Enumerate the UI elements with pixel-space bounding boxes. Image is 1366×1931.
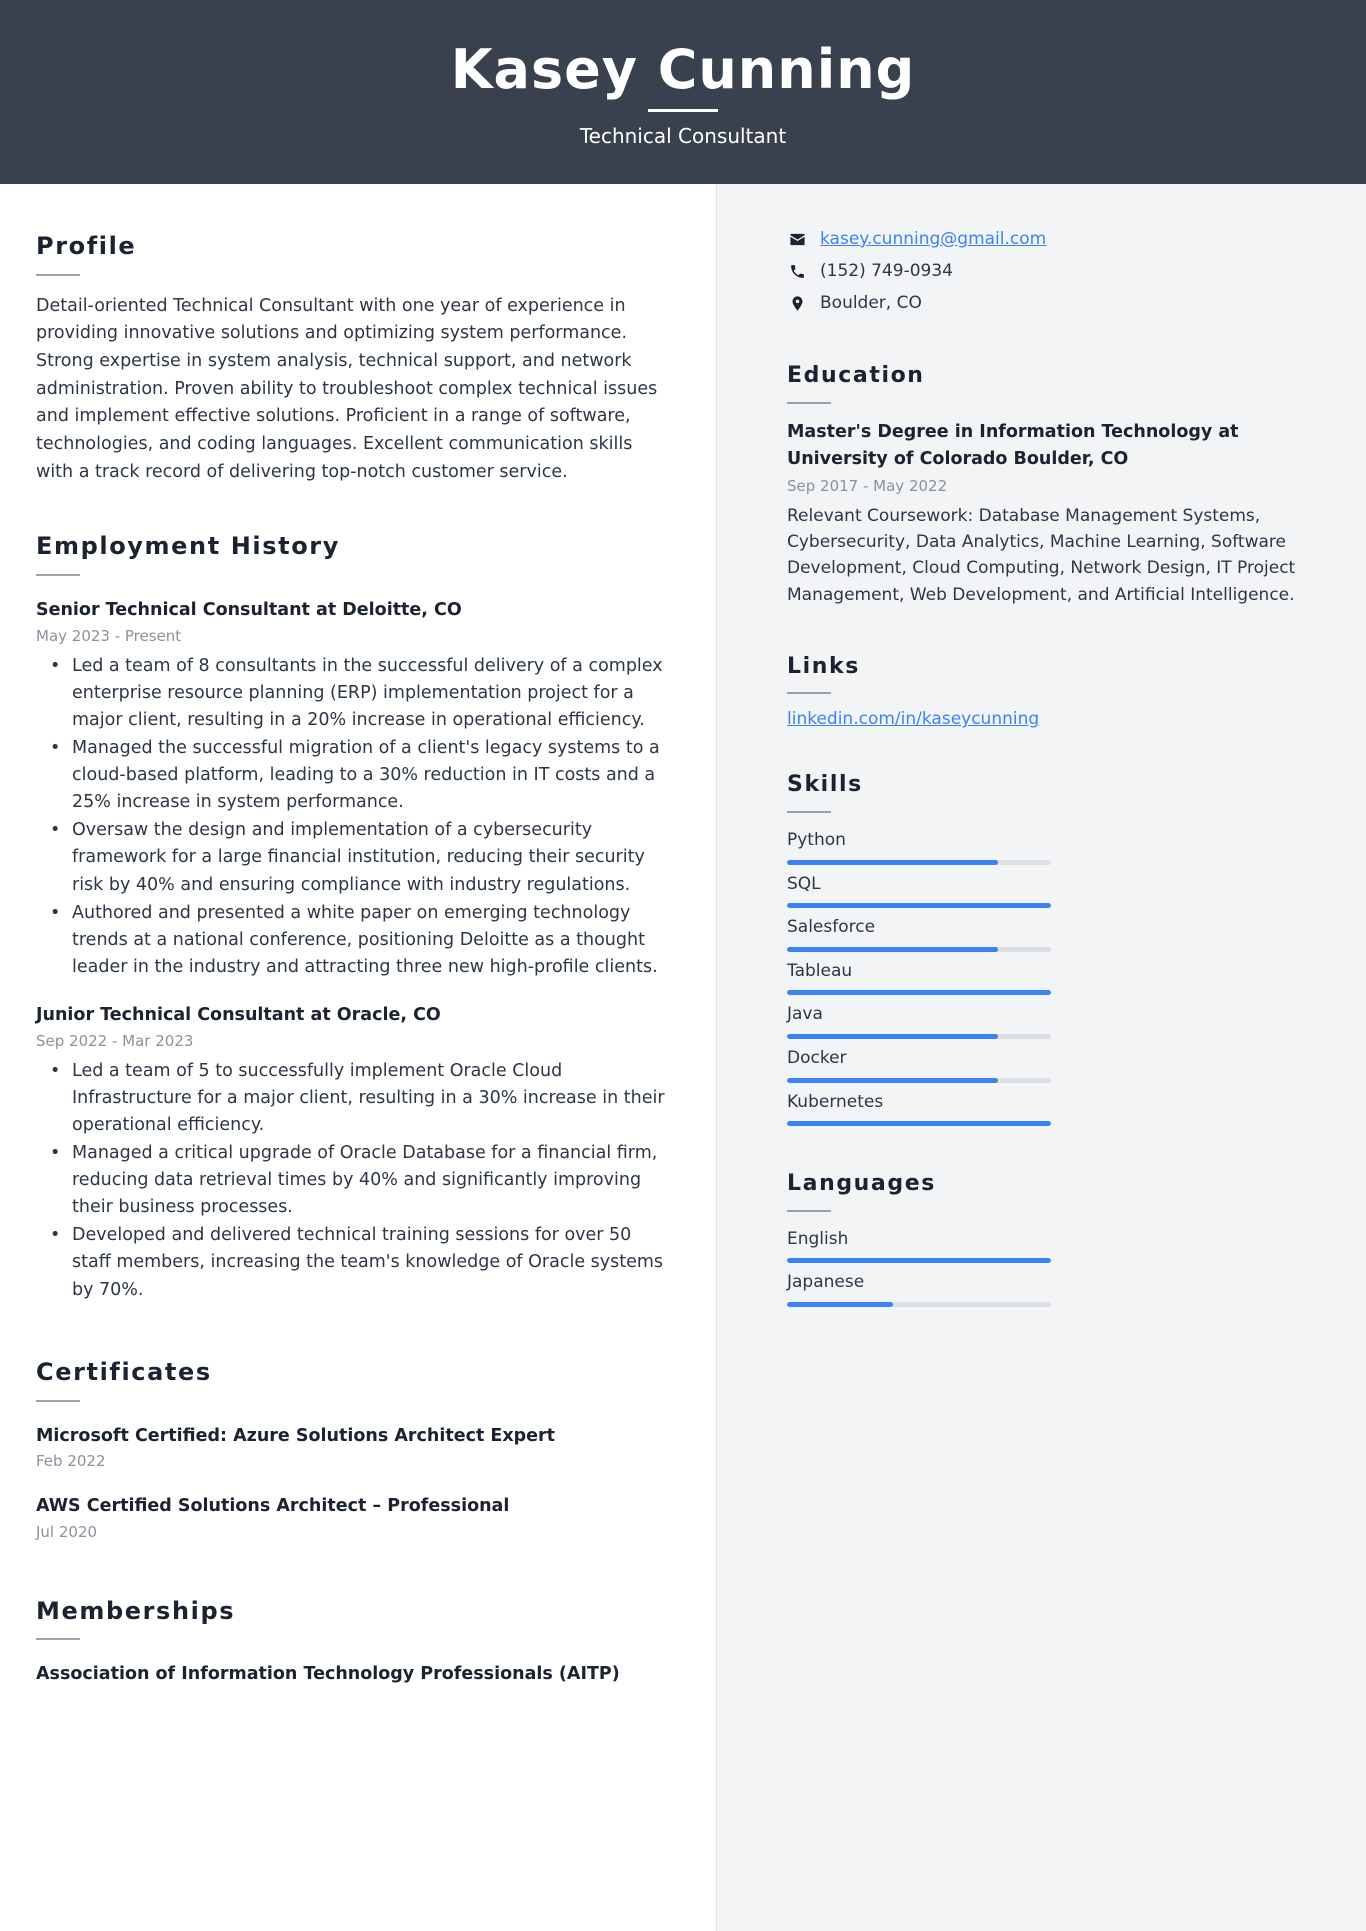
certificate-date: Jul 2020 xyxy=(36,1522,98,1541)
language-bar-fill xyxy=(787,1302,893,1307)
skill-item xyxy=(787,1002,1322,1039)
skill-item xyxy=(787,915,1322,952)
section-languages xyxy=(787,1171,1322,1307)
header-divider xyxy=(648,109,718,112)
employment-entry xyxy=(36,598,672,981)
contact-info xyxy=(787,228,1322,315)
degree-title: Master's Degree in Information Technology at University of Colorado Boulder, CO xyxy=(787,421,1239,470)
resume-header xyxy=(0,0,1366,184)
certificate-title: AWS Certified Solutions Architect – Professional xyxy=(36,1496,510,1516)
section-employment-history xyxy=(36,532,672,1303)
skill-item xyxy=(787,1090,1322,1127)
section-rule xyxy=(36,274,80,276)
email-icon xyxy=(787,230,807,250)
candidate-name: Kasey Cunning xyxy=(450,37,916,101)
skill-label: Salesforce xyxy=(787,917,876,938)
skill-label: SQL xyxy=(787,873,821,894)
membership-entry xyxy=(36,1662,672,1687)
section-rule xyxy=(787,402,831,404)
section-education xyxy=(787,363,1322,608)
sidebar-column xyxy=(716,184,1366,1931)
job-bullet: • Oversaw the design and implementation of a cybersecurity framework for a large financial institution, reducing their security risk by 40% and ensuring compliance with industry regulations. xyxy=(70,817,672,898)
language-item xyxy=(787,1227,1322,1264)
section-profile xyxy=(36,232,672,486)
section-rule xyxy=(787,1210,831,1212)
job-bullets xyxy=(36,1058,672,1304)
job-bullets xyxy=(36,653,672,982)
skill-label: Java xyxy=(787,1004,823,1025)
skill-bar-fill xyxy=(787,903,1051,908)
skill-bar-track xyxy=(787,1078,1051,1083)
skills-heading: Skills xyxy=(787,772,863,798)
language-bar-track xyxy=(787,1258,1051,1263)
phone-number: (152) 749-0934 xyxy=(820,260,953,281)
skill-label: Docker xyxy=(787,1048,847,1069)
certificate-date: Feb 2022 xyxy=(36,1452,106,1470)
section-rule xyxy=(36,1400,80,1402)
skill-bar-fill xyxy=(787,1121,1051,1126)
skill-bar-track xyxy=(787,990,1051,995)
memberships-heading: Memberships xyxy=(36,1596,236,1625)
skill-bar-track xyxy=(787,1034,1051,1039)
skill-bar-track xyxy=(787,860,1051,865)
section-rule xyxy=(787,692,831,694)
membership-title: Association of Information Technology Professionals (AITP) xyxy=(36,1664,620,1685)
email-link[interactable]: kasey.cunning@gmail.com xyxy=(820,229,1047,249)
education-entry xyxy=(787,419,1322,608)
certificate-entry xyxy=(36,1424,672,1473)
skill-label: Tableau xyxy=(787,960,853,981)
job-bullet: • Led a team of 8 consultants in the successful delivery of a complex enterprise resource planning (ERP) implementation project for a major client, resulting in a 20% increase in operational efficiency. xyxy=(70,653,672,734)
skill-item xyxy=(787,1046,1322,1083)
contact-phone-row xyxy=(787,260,1322,284)
section-links xyxy=(787,654,1322,729)
language-item xyxy=(787,1270,1322,1307)
resume-body xyxy=(0,184,1366,1931)
main-column xyxy=(0,184,716,1931)
language-label: English xyxy=(787,1228,849,1249)
skill-label: Python xyxy=(787,829,846,850)
location-text: Boulder, CO xyxy=(820,292,922,313)
skill-bar-track xyxy=(787,1121,1051,1126)
language-bar-track xyxy=(787,1302,1051,1307)
job-bullet: • Developed and delivered technical training sessions for over 50 staff members, increasing the team's knowledge of Oracle systems by 70%. xyxy=(70,1222,672,1303)
degree-date: Sep 2017 - May 2022 xyxy=(787,476,948,495)
certificates-heading: Certificates xyxy=(36,1357,212,1386)
skill-label: Kubernetes xyxy=(787,1091,884,1112)
job-title: Junior Technical Consultant at Oracle, CO xyxy=(36,1005,441,1026)
section-rule xyxy=(787,811,831,813)
contact-location-row xyxy=(787,292,1322,316)
skill-bar-track xyxy=(787,903,1051,908)
job-bullet: • Managed a critical upgrade of Oracle Database for a financial firm, reducing data retrieval times by 40% and significantly improving their business processes. xyxy=(70,1140,672,1221)
job-date: May 2023 - Present xyxy=(36,626,182,645)
section-skills xyxy=(787,772,1322,1126)
phone-icon xyxy=(787,262,807,282)
section-certificates xyxy=(36,1358,672,1543)
location-pin-icon xyxy=(787,293,807,313)
contact-email-row[interactable] xyxy=(787,228,1322,252)
education-heading: Education xyxy=(787,363,925,389)
language-label: Japanese xyxy=(787,1272,865,1293)
links-heading: Links xyxy=(787,654,860,680)
certificate-title: Microsoft Certified: Azure Solutions Architect Expert xyxy=(36,1425,556,1446)
candidate-job-title: Technical Consultant xyxy=(579,124,787,149)
skill-item xyxy=(787,959,1322,996)
profile-heading: Profile xyxy=(36,232,137,260)
skill-bar-fill xyxy=(787,860,998,865)
job-bullet: • Led a team of 5 to successfully implement Oracle Cloud Infrastructure for a major client, resulting in a 30% increase in their operational efficiency. xyxy=(70,1058,672,1139)
job-bullet: • Managed the successful migration of a client's legacy systems to a cloud-based platform, leading to a 30% reduction in IT costs and a 25% increase in system performance. xyxy=(70,735,672,816)
employment-entry xyxy=(36,1003,672,1304)
skill-bar-fill xyxy=(787,990,1051,995)
job-title: Senior Technical Consultant at Deloitte, CO xyxy=(36,600,462,621)
profile-text: Detail-oriented Technical Consultant with one year of experience in providing innovative solutions and optimizing system performance. Strong expertise in system analysis, technical support, and network administration. Proven ability to troubleshoot complex technical issues and implement effective solutions. Proficient in a range of software, technologies, and coding languages. Excellent communication skills with a track record of delivering top-notch customer service. xyxy=(36,295,658,482)
section-memberships xyxy=(36,1597,672,1687)
job-bullet: • Authored and presented a white paper on emerging technology trends at a national conference, positioning Deloitte as a thought leader in the industry and attracting three new high-profile clients. xyxy=(70,900,672,981)
skill-bar-fill xyxy=(787,1034,998,1039)
languages-heading: Languages xyxy=(787,1171,936,1197)
language-bar-fill xyxy=(787,1258,1051,1263)
section-rule xyxy=(36,574,80,576)
skill-bar-fill xyxy=(787,947,998,952)
skill-item xyxy=(787,828,1322,865)
skill-bar-track xyxy=(787,947,1051,952)
employment-heading: Employment History xyxy=(36,532,340,561)
skill-item xyxy=(787,872,1322,909)
certificate-entry xyxy=(36,1494,672,1543)
skill-bar-fill xyxy=(787,1078,998,1083)
degree-description: Relevant Coursework: Database Management Systems, Cybersecurity, Data Analytics, Machine Learning, Software Development, Cloud Computing, Network Design, IT Project Management, Web Development, and Artificial Intelligence. xyxy=(787,505,1296,605)
linkedin-link[interactable]: linkedin.com/in/kaseycunning xyxy=(787,709,1040,730)
job-date: Sep 2022 - Mar 2023 xyxy=(36,1031,194,1050)
section-rule xyxy=(36,1638,80,1640)
